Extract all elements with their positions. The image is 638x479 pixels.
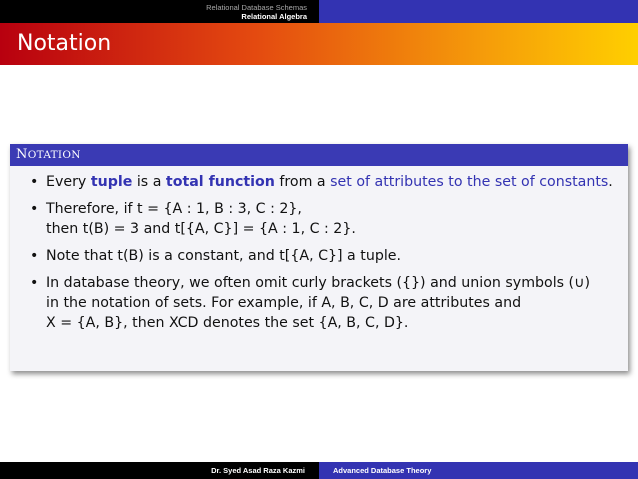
nav-right-panel bbox=[319, 0, 638, 23]
list-item bbox=[30, 199, 614, 239]
keyword-total-function: total function bbox=[165, 174, 275, 190]
alert-text: set of attributes to the set of constants bbox=[330, 174, 609, 190]
bullet-icon: • bbox=[30, 201, 39, 217]
text-line: X = {A, B}, then XCD denotes the set {A, B, C, D}. bbox=[46, 315, 409, 331]
notation-block bbox=[10, 144, 628, 371]
nav-left-panel bbox=[0, 0, 319, 23]
bullet-icon: • bbox=[30, 275, 39, 291]
list-item bbox=[30, 172, 614, 192]
text-run: from a bbox=[274, 174, 331, 190]
slide-title-bar bbox=[0, 23, 638, 65]
keyword-tuple: tuple bbox=[90, 174, 133, 190]
text-run: is a bbox=[132, 174, 166, 190]
footer-author: Dr. Syed Asad Raza Kazmi bbox=[0, 462, 319, 479]
footer-course: Advanced Database Theory bbox=[319, 462, 638, 479]
footer-bar bbox=[0, 462, 638, 479]
block-title-initial: N bbox=[16, 147, 28, 162]
block-title-rest: OTATION bbox=[27, 149, 81, 161]
block-title bbox=[10, 144, 628, 166]
list-item bbox=[30, 246, 614, 266]
text-line: in the notation of sets. For example, if A, B, C, D are attributes and bbox=[46, 295, 522, 311]
bullet-icon: • bbox=[30, 174, 39, 190]
top-navigation-bar bbox=[0, 0, 638, 23]
list-item-text bbox=[46, 199, 614, 239]
nav-subsection-link[interactable]: Relational Algebra bbox=[241, 12, 307, 21]
text-line: Therefore, if t = {A : 1, B : 3, C : 2}, bbox=[46, 201, 302, 217]
bullet-icon: • bbox=[30, 248, 39, 264]
slide-title: Notation bbox=[17, 31, 112, 56]
list-item bbox=[30, 273, 614, 333]
text-run: Every bbox=[46, 174, 91, 190]
list-item-text bbox=[46, 172, 614, 192]
nav-section-link[interactable]: Relational Database Schemas bbox=[206, 3, 307, 12]
text-line: then t(B) = 3 and t[{A, C}] = {A : 1, C : 2}. bbox=[46, 221, 356, 237]
list-item-text bbox=[46, 273, 614, 333]
list-item-text: Note that t(B) is a constant, and t[{A, C}] a tuple. bbox=[46, 248, 402, 264]
block-body bbox=[10, 166, 628, 333]
text-run: . bbox=[608, 174, 613, 190]
text-line: In database theory, we often omit curly brackets ({}) and union symbols (∪) bbox=[46, 275, 591, 291]
